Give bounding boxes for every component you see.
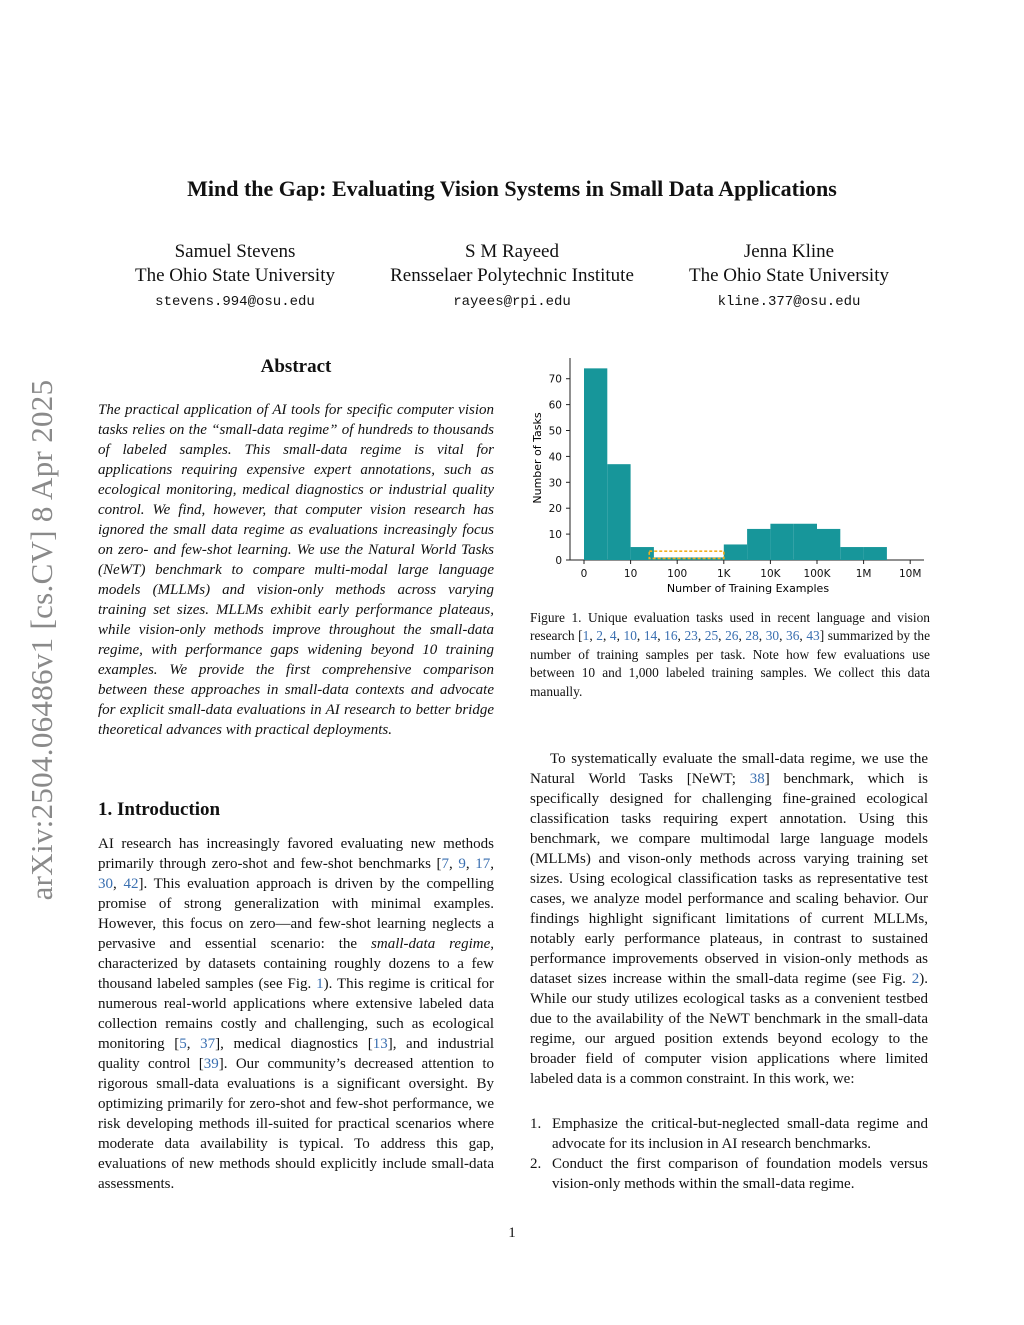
citation-link[interactable]: 1	[582, 628, 590, 644]
intro-text: , characterized by datasets containing roughly dozens to a few thousand labeled samples (see Fig.	[98, 936, 495, 992]
body-text: ] benchmark, which is specifically designed for challenging fine-grained ecological classification tasks requiring expert annotation. Using this benchmark, we compare multimodal large language models (MLLMs) and vison-only methods across varying training set sizes. Using ecological classification tasks as representative test cases, we analyze model performance and scaling behavior. Our findings highlight significant limitations of current MLLMs, notably early performance plateaus, in contrast to sustained performance improvements observed in vision-only methods as dataset sizes increase within the small-data regime (see Fig.	[530, 771, 929, 987]
intro-text: ). This regime is critical for numerous real-world applications where extensive labeled data collection remains costly and challenging, such as ecological monitoring [	[98, 976, 494, 1052]
list-number: 1.	[530, 1116, 542, 1132]
chart-bars	[584, 368, 887, 560]
citation-link[interactable]: 13	[372, 1036, 388, 1052]
caption-citations: 1, 2, 4, 10, 14, 16, 23, 25, 26, 28, 30, 36, 43	[582, 628, 820, 644]
caption-text: ] summarized by the number of training samples per task. Note how few evaluations use between 10 and 1,000 labeled training samples. We collect this data manually.	[530, 628, 931, 699]
intro-text: ], medical diagnostics [	[215, 1036, 373, 1052]
intro-emphasis: small-data regime	[371, 936, 491, 952]
arxiv-id: arXiv:2504.06486v1 [cs.CV] 8 Apr 2025	[24, 379, 59, 901]
intro-text: ]. Our community’s decreased attention to rigorous small-data evaluations is a significant oversight. By optimizing primarily for zero-shot and few-shot performance, we risk developing methods ill-suited for practical scenarios where moderate data availability is typical. To address this gap, evaluations of new methods should explicitly include small-data assessments.	[98, 1056, 494, 1192]
author-name: S M Rayeed	[465, 241, 559, 262]
citation-link[interactable]: 28	[745, 628, 759, 644]
list-item	[530, 1154, 928, 1194]
chart-gap-highlight	[649, 551, 724, 558]
chart-bar	[817, 529, 840, 560]
citation-link[interactable]: 38	[749, 771, 765, 787]
chart-y-tick-label: 20	[548, 503, 562, 516]
citation-link[interactable]: 14	[643, 628, 658, 644]
chart-y-tick-label: 60	[548, 399, 562, 412]
citation-link[interactable]: 36	[786, 628, 800, 644]
chart-y-tick-label: 40	[548, 451, 562, 464]
chart-bar	[770, 524, 793, 560]
chart-bar	[607, 464, 630, 560]
citation-link[interactable]: 30	[765, 628, 780, 644]
citation-link[interactable]: 16	[664, 628, 678, 644]
author-affiliation: Rensselaer Polytechnic Institute	[390, 265, 634, 286]
citation-link[interactable]: 43	[806, 628, 820, 644]
chart-y-tick-label: 0	[555, 555, 562, 567]
author-email[interactable]: stevens.994@osu.edu	[155, 294, 315, 310]
chart-x-tick-label: 10	[623, 568, 638, 580]
chart-x-tick-label: 1K	[717, 568, 731, 580]
chart-x-tick-label: 0	[580, 568, 588, 580]
body-text: ). While our study utilizes ecological tasks as a convenient testbed due to the availability of the NeWT benchmark in the small-data regime, our argued position extends beyond ecology to the broader field of computer vision applications where limited labeled data is a common constraint. In this work, we:	[530, 971, 928, 1087]
intro-text: ]. This evaluation approach is driven by the compelling promise of strong generalization with minimal examples. However, this focus on zero—and few-shot learning neglects a pervasive and essential scenario: the	[98, 876, 494, 952]
list-text: Emphasize the critical-but-neglected small-data regime and advocate for its inclusion in AI research benchmarks.	[552, 1116, 928, 1152]
author-affiliation: The Ohio State University	[135, 265, 335, 286]
arxiv-sidebar	[22, 379, 62, 901]
chart-bar	[584, 368, 607, 560]
citation-link[interactable]: 42	[123, 876, 139, 892]
chart-bar	[840, 547, 863, 560]
introduction-paragraph: AI research has increasingly favored evaluating new methods primarily through zero-shot and few-shot benchmarks [7, 9, 17, 30, 42]. This evaluation approach is driven by the compelling promise of strong generalization with minimal examples. However, this focus on zero—and few-shot learning neglects a pervasive and essential scenario: the small-data regime, characterized by datasets containing roughly dozens to a few thousand labeled samples (see Fig. 1). This regime is critical for numerous real-world applications where extensive labeled data collection remains costly and challenging, such as ecological monitoring [5, 37], medical diagnostics [13], and industrial quality control [39]. Our community’s decreased attention to rigorous small-data evaluations is a significant oversight. By optimizing primarily for zero-shot and few-shot performance, we risk developing methods ill-suited for practical scenarios where moderate data availability is typical. To address this gap, evaluations of new methods should explicitly include small-data assessments.	[98, 836, 495, 1192]
author-block-3	[639, 240, 939, 314]
citation-link[interactable]: 25	[704, 628, 719, 644]
chart-xlabel: Number of Training Examples	[666, 582, 830, 595]
body-text: To systematically evaluate the small-data regime, we use the Natural World Tasks [NeWT;	[530, 751, 928, 787]
chart-y-tick-label: 10	[548, 529, 562, 542]
chart-ylabel: Number of Tasks	[531, 412, 544, 504]
caption-text: Figure 1. Unique evaluation tasks used in recent language and vision research [	[530, 610, 930, 644]
chart-y-tick-label: 50	[548, 425, 562, 438]
author-block-1	[85, 240, 385, 314]
chart-bar	[747, 529, 770, 560]
author-email[interactable]: kline.377@osu.edu	[717, 294, 861, 310]
figure-1-caption	[530, 609, 930, 701]
right-column-paragraph	[530, 749, 928, 1089]
list-text: Conduct the first comparison of foundation models versus vision-only methods within the small-data regime.	[552, 1156, 928, 1192]
citation-link[interactable]: 4	[609, 628, 617, 644]
citation-link[interactable]: 26	[725, 628, 739, 644]
citation-link[interactable]: 17	[475, 856, 491, 872]
author-block-2	[362, 240, 662, 314]
chart-x-tick-label: 1M	[855, 568, 872, 580]
paper-title: Mind the Gap: Evaluating Vision Systems in Small Data Applications	[187, 176, 837, 201]
author-affiliation: The Ohio State University	[689, 265, 889, 286]
intro-text: AI research has increasingly favored evaluating new methods primarily through zero-shot and few-shot benchmarks [	[98, 836, 494, 872]
intro-text: ], and industrial quality control [	[98, 1036, 494, 1072]
abstract-text: The practical application of AI tools for specific computer vision tasks relies on the “small-data regime” of hundreds to thousands of labeled samples. This small-data regime is vital for applications requiring expensive expert annotations, such as ecological monitoring, medical diagnostics or industrial quality control. We find, however, that computer vision research has ignored the small data regime as evaluations increasingly focus on zero- and few-shot learning. We use the Natural World Tasks (NeWT) benchmark to compare multi-modal large language models (MLLMs) and vision-only methods across varying training set sizes. MLLMs exhibit early performance plateaus, while vision-only methods improve throughout the small-data regime, with performance gaps widening beyond 10 training examples. We provide the first comprehensive comparison between these approaches in small-data contexts and advocate for explicit small-data evaluations in AI research to better bridge theoretical advances with practical deployments.	[98, 402, 494, 738]
chart-bar	[724, 544, 747, 560]
citation-link[interactable]: 39	[203, 1056, 219, 1072]
citation-link[interactable]: 30	[98, 876, 113, 892]
citation-link[interactable]: 7	[441, 856, 450, 872]
list-item	[530, 1114, 928, 1154]
author-name: Samuel Stevens	[174, 241, 296, 262]
author-email[interactable]: rayees@rpi.edu	[453, 294, 571, 310]
chart-bar	[794, 524, 817, 560]
section-heading-introduction: 1. Introduction	[98, 799, 221, 820]
author-name: Jenna Kline	[743, 241, 835, 262]
chart-x-tick-label: 10M	[898, 568, 922, 580]
chart-x-tick-label: 100	[667, 568, 688, 580]
citation-link[interactable]: 5	[179, 1036, 187, 1052]
citation-link[interactable]: 10	[623, 628, 637, 644]
chart-y-tick-label: 30	[548, 477, 562, 490]
abstract-heading: Abstract	[260, 356, 332, 377]
figure-1-histogram	[524, 350, 934, 600]
citation-link[interactable]: 37	[200, 1036, 216, 1052]
list-number: 2.	[530, 1156, 542, 1172]
chart-y-tick-label: 70	[548, 373, 562, 386]
citation-link[interactable]: 23	[684, 628, 698, 644]
page-number: 1	[508, 1225, 516, 1241]
citation-link[interactable]: 2	[596, 628, 603, 644]
chart-bar	[864, 547, 887, 560]
chart-x-tick-label: 100K	[803, 568, 831, 580]
figure-link[interactable]: 2	[911, 971, 920, 987]
chart-x-tick-label: 10K	[760, 568, 781, 580]
contribution-list	[530, 1114, 928, 1194]
citation-link[interactable]: 9	[458, 856, 466, 872]
figure-link[interactable]: 1	[316, 976, 324, 992]
